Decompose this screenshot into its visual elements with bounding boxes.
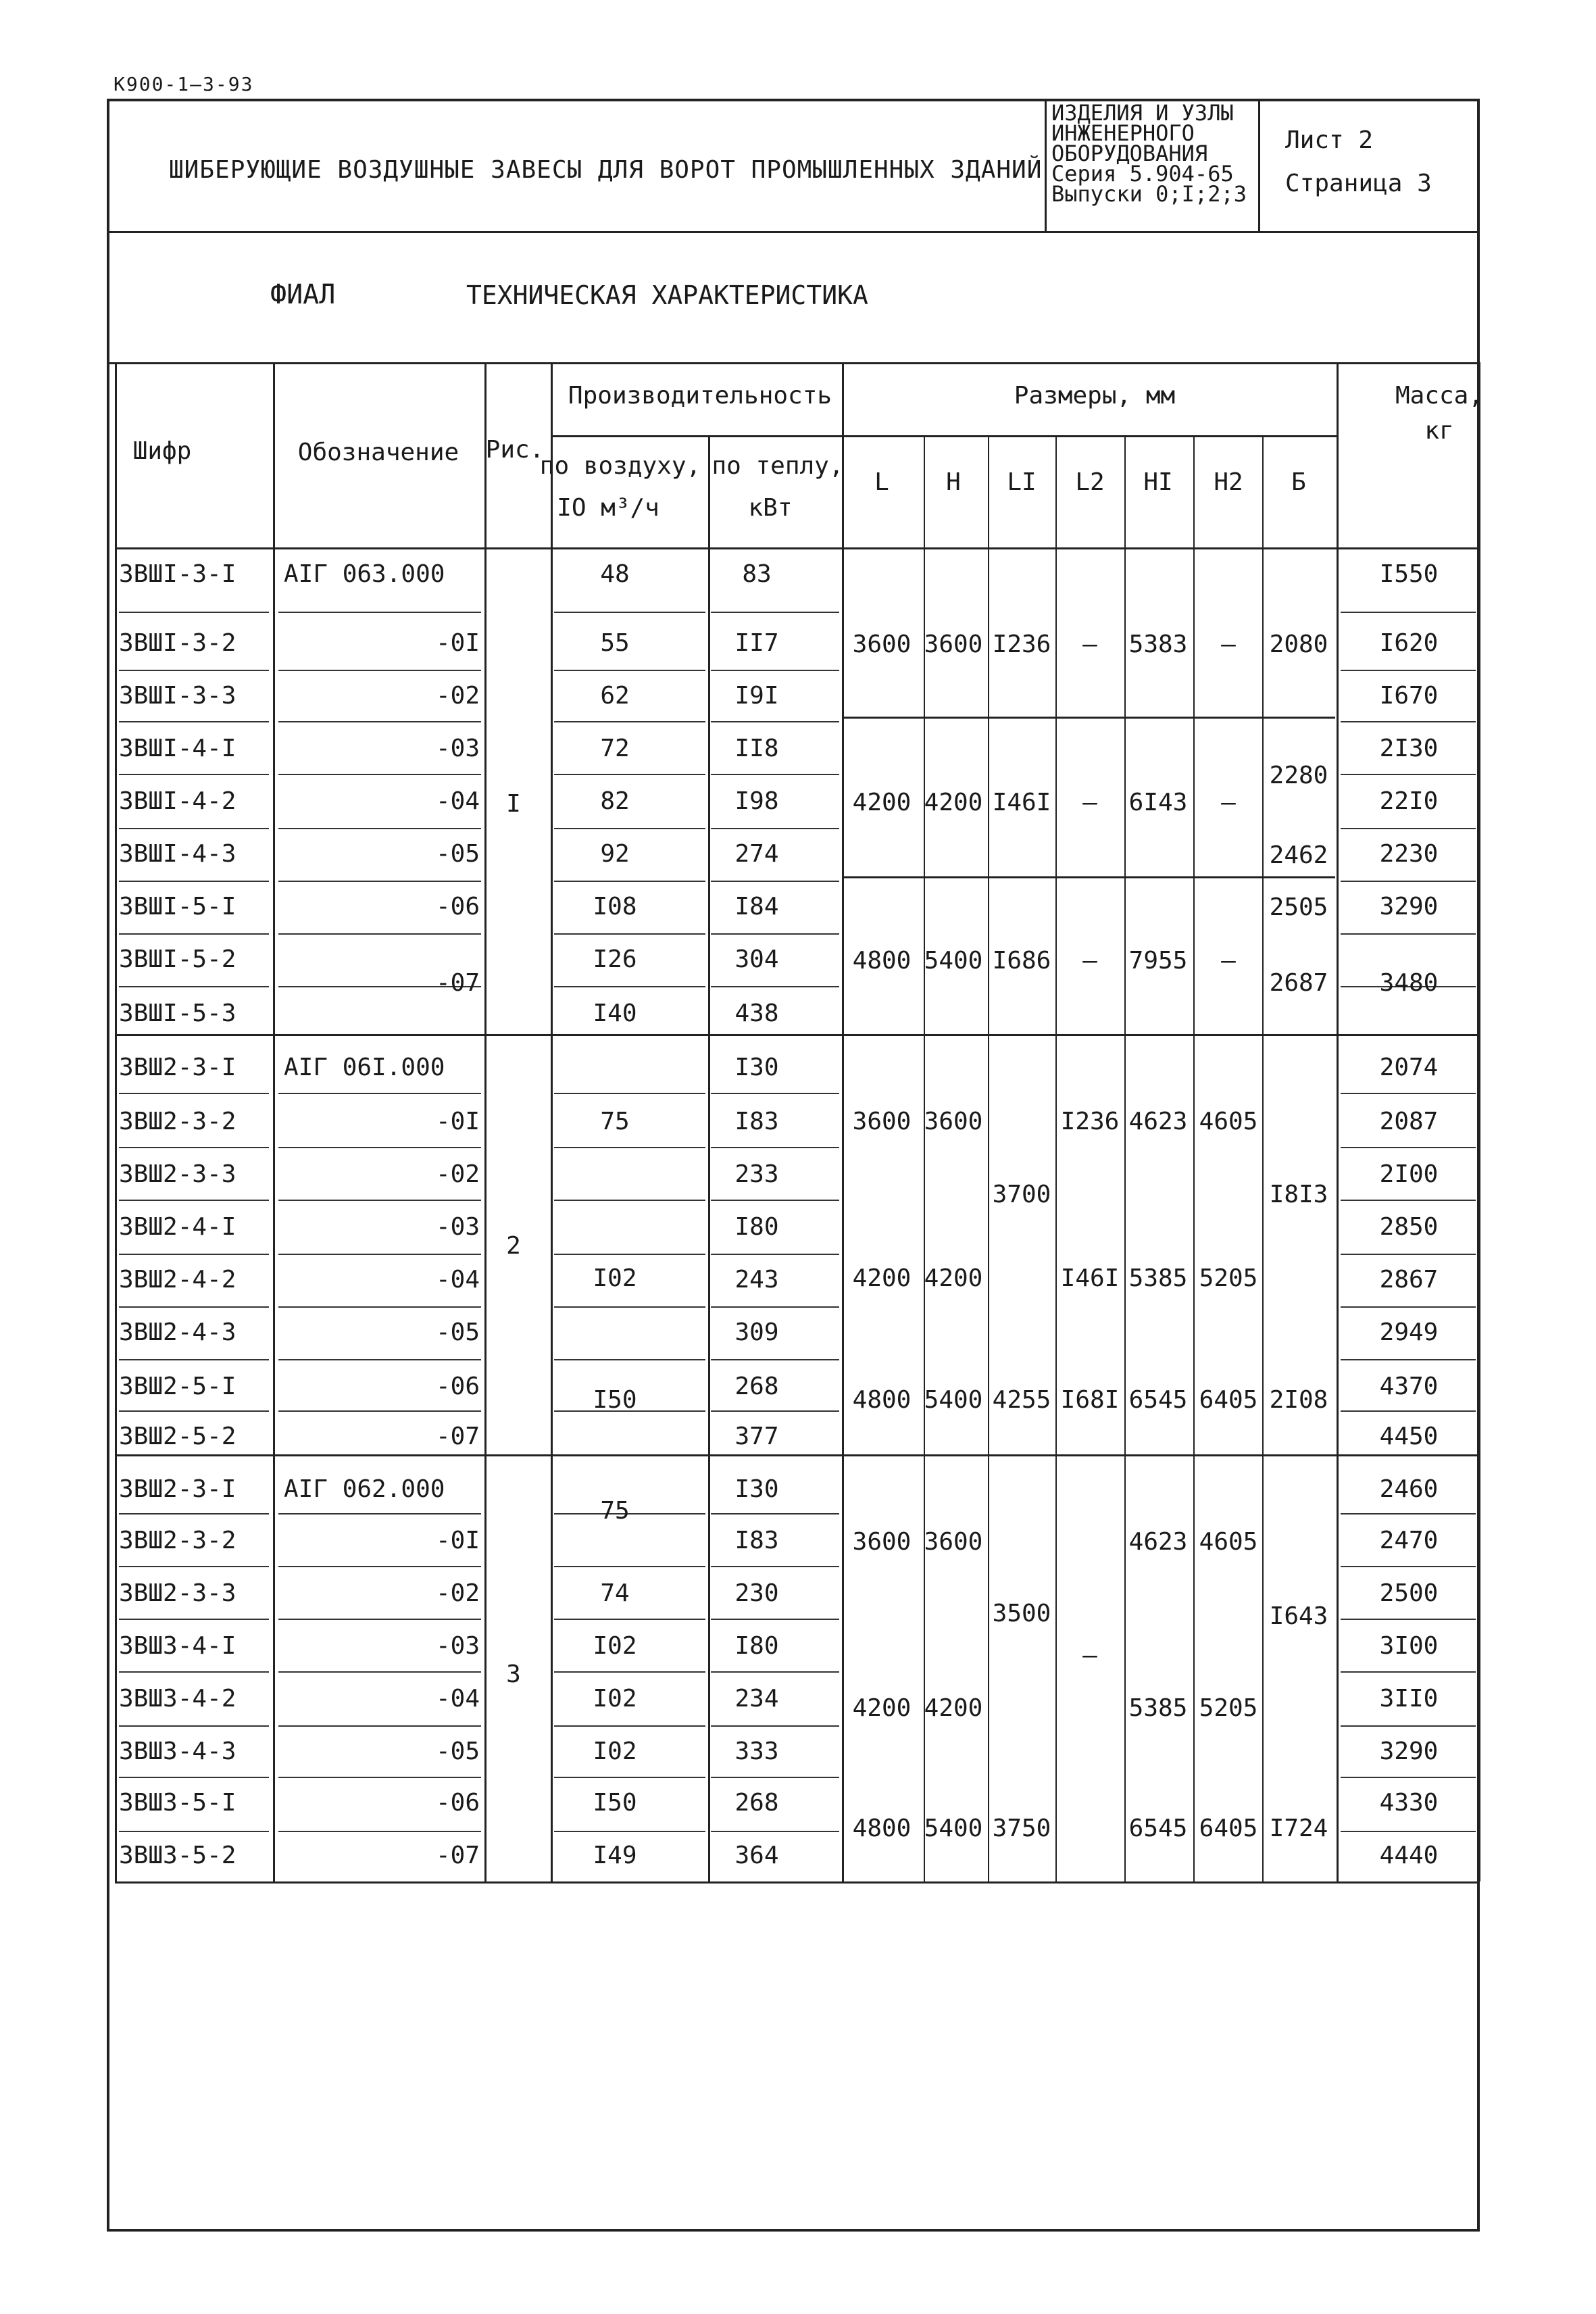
g1-l1-a: I236 [992, 631, 1051, 658]
row-mass: 3290 [1379, 1738, 1439, 1765]
header-col-l: L [874, 468, 889, 496]
row-designation: -05 [435, 840, 480, 868]
g2-h-b: 4200 [924, 1264, 983, 1292]
row-heat: 268 [734, 1789, 779, 1817]
row-cipher: ЗВШI-3-2 [119, 629, 236, 657]
header-by-heat-unit: кВт [748, 494, 793, 522]
group-1-designation-merged: -07 [435, 969, 480, 997]
row-heat: 274 [734, 840, 779, 868]
row-mass: 2I30 [1379, 735, 1439, 762]
row-mass: I550 [1379, 560, 1439, 588]
header-col-h1: HI [1143, 468, 1173, 496]
row-mass: 4370 [1379, 1373, 1439, 1400]
row-heat: 377 [734, 1423, 779, 1450]
row-cipher: ЗВШI-4-I [119, 735, 236, 762]
row-mass: 2867 [1379, 1266, 1439, 1294]
row-mass: 2074 [1379, 1054, 1439, 1081]
header-col-l1: LI [1007, 468, 1037, 496]
row-designation: -0I [435, 1527, 480, 1554]
header-figure: Рис. [485, 436, 545, 464]
row-cipher: ЗВШI-5-I [119, 893, 236, 920]
row-designation: -04 [435, 1266, 480, 1294]
row-cipher: ЗВШI-5-3 [119, 1000, 236, 1027]
g2-l1-ab: 3700 [992, 1181, 1051, 1208]
row-designation: -06 [435, 893, 480, 920]
row-mass: 2500 [1379, 1579, 1439, 1607]
g1-l-c: 4800 [852, 947, 912, 975]
row-cipher: ЗВШ2-4-I [119, 1213, 236, 1241]
row-designation: -02 [435, 682, 480, 710]
row-cipher: ЗВШ2-3-3 [119, 1160, 236, 1188]
row-heat: 234 [734, 1685, 779, 1713]
g2-h2-a: 4605 [1199, 1108, 1258, 1135]
g3-b-c: I724 [1269, 1815, 1328, 1842]
g3-l-b: 4200 [852, 1694, 912, 1722]
sheet-number: Лист 2 [1285, 126, 1374, 154]
document-code: К900-1—3-93 [114, 73, 254, 95]
row-mass: I620 [1379, 629, 1439, 657]
row-mass: 22I0 [1379, 787, 1439, 815]
row-heat: I30 [734, 1054, 779, 1081]
row-cipher: ЗВШ3-4-3 [119, 1738, 236, 1765]
g3-l-c: 4800 [852, 1815, 912, 1842]
header-designation: Обозначение [297, 439, 459, 466]
row-air: 72 [600, 735, 630, 762]
section-title: ТЕХНИЧЕСКАЯ ХАРАКТЕРИСТИКА [466, 280, 868, 310]
header-by-heat: по теплу, [712, 452, 844, 480]
row-air: 62 [600, 682, 630, 710]
row-heat: 268 [734, 1373, 779, 1400]
row-heat: I80 [734, 1213, 779, 1241]
row-cipher: ЗВШ3-5-I [119, 1789, 236, 1817]
row-air: I08 [593, 893, 637, 920]
g1-h1-b: 6I43 [1128, 789, 1188, 816]
row-heat: 243 [734, 1266, 779, 1294]
series-line-5: Выпуски 0;I;2;3 [1051, 181, 1247, 207]
row-designation: АIГ 062.000 [284, 1475, 445, 1503]
row-cipher: ЗВШ2-3-2 [119, 1108, 236, 1135]
g2-l-b: 4200 [852, 1264, 912, 1292]
row-air: I49 [593, 1842, 637, 1869]
row-designation: -07 [435, 1842, 480, 1869]
row-cipher: ЗВШI-3-3 [119, 682, 236, 710]
g1-b-a: 2080 [1269, 631, 1328, 658]
row-designation: -04 [435, 787, 480, 815]
g1-l2-b: – [1082, 789, 1097, 816]
row-cipher: ЗВШ3-4-2 [119, 1685, 236, 1713]
row-air: 55 [600, 629, 630, 657]
g2-h2-b: 5205 [1199, 1264, 1258, 1292]
g2-h-c: 5400 [924, 1386, 983, 1414]
g1-l1-b: I46I [992, 789, 1051, 816]
g1-h1-c: 7955 [1128, 947, 1188, 975]
header-by-air-unit: IO м³/ч [557, 494, 659, 522]
row-mass: 2087 [1379, 1108, 1439, 1135]
g2-h1-c: 6545 [1128, 1386, 1188, 1414]
row-heat: I80 [734, 1632, 779, 1660]
row-designation: -03 [435, 1632, 480, 1660]
g3-h2-a: 4605 [1199, 1528, 1258, 1556]
row-cipher: ЗВШ3-4-I [119, 1632, 236, 1660]
row-heat: II8 [734, 735, 779, 762]
g3-l2: – [1082, 1642, 1097, 1669]
row-mass: 2949 [1379, 1319, 1439, 1346]
header-capacity: Производительность [568, 382, 832, 410]
g2-l2-b: I46I [1060, 1264, 1120, 1292]
row-heat: I83 [734, 1108, 779, 1135]
g2-l-c: 4800 [852, 1386, 912, 1414]
header-col-h2: H2 [1214, 468, 1243, 496]
g1-b-b1: 2280 [1269, 762, 1328, 789]
row-heat: II7 [734, 629, 779, 657]
group-3-figure: 3 [506, 1660, 521, 1688]
g2-h1-a: 4623 [1128, 1108, 1188, 1135]
row-mass: 3I00 [1379, 1632, 1439, 1660]
g2-air-b: I02 [593, 1264, 637, 1292]
g2-air-a: 75 [600, 1108, 630, 1135]
header-mass: Масса, [1395, 382, 1484, 410]
g2-h-a: 3600 [924, 1108, 983, 1135]
row-heat: 309 [734, 1319, 779, 1346]
g1-l2-c: – [1082, 947, 1097, 975]
row-designation: АIГ 06I.000 [284, 1054, 445, 1081]
row-designation: -0I [435, 1108, 480, 1135]
row-cipher: ЗВШ2-3-I [119, 1475, 236, 1503]
g1-h2-b: – [1221, 789, 1236, 816]
series-line-4: Серия 5.904-65 [1051, 161, 1234, 187]
row-designation: -03 [435, 735, 480, 762]
series-line-1: ИЗДЕЛИЯ И УЗЛЫ [1051, 100, 1234, 126]
header-sizes: Размеры, мм [1014, 382, 1176, 410]
row-heat: 333 [734, 1738, 779, 1765]
row-cipher: ЗВШ2-3-I [119, 1054, 236, 1081]
g3-h1-c: 6545 [1128, 1815, 1188, 1842]
g2-l2-c: I68I [1060, 1386, 1120, 1414]
row-heat: I98 [734, 787, 779, 815]
g1-h1-a: 5383 [1128, 631, 1188, 658]
row-air: I40 [593, 1000, 637, 1027]
row-mass: 2460 [1379, 1475, 1439, 1503]
g1-h-c: 5400 [924, 947, 983, 975]
g1-l2-a: – [1082, 631, 1097, 658]
row-designation: -02 [435, 1160, 480, 1188]
header-mass-unit: кг [1424, 417, 1454, 445]
g1-b-c1: 2505 [1269, 893, 1328, 921]
header-col-h: H [946, 468, 961, 496]
g1-h-a: 3600 [924, 631, 983, 658]
g1-h2-c: – [1221, 947, 1236, 975]
row-designation: АIГ 063.000 [284, 560, 445, 588]
series-line-2: ИНЖЕНЕРНОГО [1051, 120, 1195, 146]
g1-l-a: 3600 [852, 631, 912, 658]
g1-b-c2: 2687 [1269, 969, 1328, 997]
row-mass: 3290 [1379, 893, 1439, 920]
header-col-l2: L2 [1075, 468, 1105, 496]
g2-l-a: 3600 [852, 1108, 912, 1135]
row-cipher: ЗВШI-3-I [119, 560, 236, 588]
row-cipher: ЗВШ2-3-2 [119, 1527, 236, 1554]
row-heat: 233 [734, 1160, 779, 1188]
g1-l1-c: I686 [992, 947, 1051, 975]
row-cipher: ЗВШI-4-2 [119, 787, 236, 815]
document-title: ШИБЕРУЮЩИЕ ВОЗДУШНЫЕ ЗАВЕСЫ ДЛЯ ВОРОТ ПРОМЫШЛЕННЫХ ЗДАНИЙ [169, 156, 1043, 184]
row-cipher: ЗВШ2-4-2 [119, 1266, 236, 1294]
g1-l-b: 4200 [852, 789, 912, 816]
g3-l1-c: 3750 [992, 1815, 1051, 1842]
row-air: I50 [593, 1789, 637, 1817]
series-line-3: ОБОРУДОВАНИЯ [1051, 141, 1208, 166]
row-heat: 364 [734, 1842, 779, 1869]
row-heat: I9I [734, 682, 779, 710]
row-heat: I84 [734, 893, 779, 920]
g3-h-b: 4200 [924, 1694, 983, 1722]
row-mass: 4330 [1379, 1789, 1439, 1817]
g1-h2-a: – [1221, 631, 1236, 658]
row-air: 74 [600, 1579, 630, 1607]
g3-b-ab: I643 [1269, 1602, 1328, 1630]
page-number: Страница 3 [1285, 170, 1432, 197]
row-air: 92 [600, 840, 630, 868]
row-cipher: ЗВШ2-3-3 [119, 1579, 236, 1607]
g1-b-b2: 2462 [1269, 841, 1328, 869]
row-cipher: ЗВШ2-5-I [119, 1373, 236, 1400]
row-cipher: ЗВШI-4-3 [119, 840, 236, 868]
row-heat: I30 [734, 1475, 779, 1503]
row-designation: -0I [435, 629, 480, 657]
row-designation: -07 [435, 1423, 480, 1450]
row-air: 48 [600, 560, 630, 588]
g3-h1-a: 4623 [1128, 1528, 1188, 1556]
row-air: I02 [593, 1685, 637, 1713]
g2-air-c: I50 [593, 1386, 637, 1414]
g3-air-a: 75 [600, 1497, 630, 1525]
g2-l1-c: 4255 [992, 1386, 1051, 1414]
row-heat: 304 [734, 945, 779, 973]
row-mass: 2230 [1379, 840, 1439, 868]
organization-name: ФИАЛ [270, 279, 336, 310]
g3-l1-ab: 3500 [992, 1600, 1051, 1627]
row-designation: -05 [435, 1319, 480, 1346]
row-heat: I83 [734, 1527, 779, 1554]
row-mass: 2850 [1379, 1213, 1439, 1241]
g2-b-ab: I8I3 [1269, 1181, 1328, 1208]
g3-h-a: 3600 [924, 1528, 983, 1556]
row-cipher: ЗВШI-5-2 [119, 945, 236, 973]
row-mass: 3II0 [1379, 1685, 1439, 1713]
row-designation: -04 [435, 1685, 480, 1713]
group-2-figure: 2 [506, 1232, 521, 1260]
g3-l-a: 3600 [852, 1528, 912, 1556]
row-cipher: ЗВШ2-5-2 [119, 1423, 236, 1450]
g2-l2-a: I236 [1060, 1108, 1120, 1135]
row-air: 82 [600, 787, 630, 815]
row-heat: 438 [734, 1000, 779, 1027]
row-mass: 2I00 [1379, 1160, 1439, 1188]
row-cipher: ЗВШ3-5-2 [119, 1842, 236, 1869]
header-cipher: Шифр [132, 437, 192, 465]
row-heat: 83 [742, 560, 772, 588]
g2-h1-b: 5385 [1128, 1264, 1188, 1292]
g3-h2-c: 6405 [1199, 1815, 1258, 1842]
row-designation: -05 [435, 1738, 480, 1765]
row-cipher: ЗВШ2-4-3 [119, 1319, 236, 1346]
row-designation: -06 [435, 1373, 480, 1400]
g1-h-b: 4200 [924, 789, 983, 816]
row-mass: 4440 [1379, 1842, 1439, 1869]
g3-h1-b: 5385 [1128, 1694, 1188, 1722]
g2-b-c: 2I08 [1269, 1386, 1328, 1414]
row-air: I26 [593, 945, 637, 973]
row-air: I02 [593, 1738, 637, 1765]
row-air: I02 [593, 1632, 637, 1660]
row-designation: -02 [435, 1579, 480, 1607]
row-heat: 230 [734, 1579, 779, 1607]
row-designation: -03 [435, 1213, 480, 1241]
g3-h-c: 5400 [924, 1815, 983, 1842]
g3-h2-b: 5205 [1199, 1694, 1258, 1722]
row-mass: 2470 [1379, 1527, 1439, 1554]
group-1-mass-merged: 3480 [1379, 969, 1439, 997]
header-by-air: по воздуху, [539, 452, 701, 480]
row-mass: I670 [1379, 682, 1439, 710]
row-mass: 4450 [1379, 1423, 1439, 1450]
g2-h2-c: 6405 [1199, 1386, 1258, 1414]
group-1-figure: I [506, 790, 521, 818]
header-col-b: Б [1291, 468, 1306, 496]
row-designation: -06 [435, 1789, 480, 1817]
